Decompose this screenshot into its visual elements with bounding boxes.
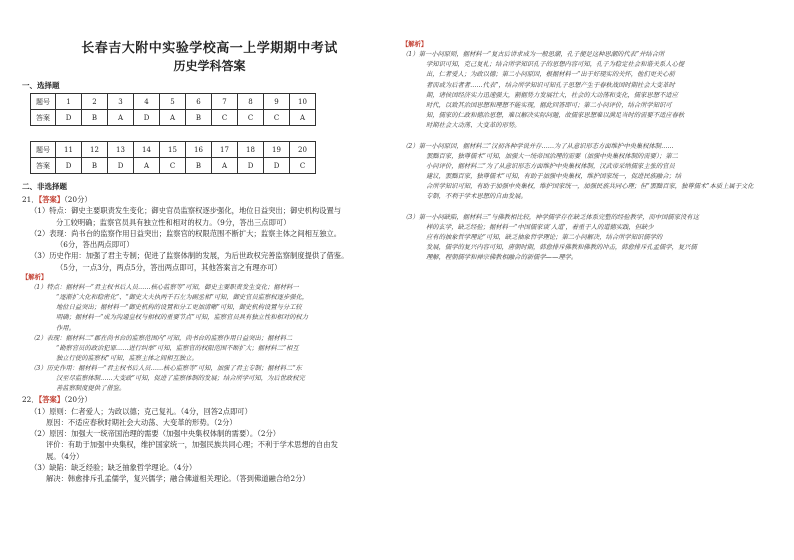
table-cell: 20 [290,142,316,158]
analysis-line: 善监察制度提供了借鉴。 [56,385,126,393]
question-number: 21． [22,195,39,204]
table-gap [31,126,316,142]
table-cell: 17 [212,142,238,158]
right-column [402,40,782,263]
answer-line: （3）缺陷：缺乏经验；缺乏抽象哲学理论。（4分） [30,462,197,472]
analysis-line: 时期社会大动荡、大变革的形势。 [426,122,521,130]
analysis-line: （2）第一小问原因，据材料二“汉初各种学说并存……为了从意识形态方面维护中央集权体制…… [402,142,674,150]
table-row-answers-1 [31,110,316,126]
table-cell: A [134,158,160,174]
table-cell: 16 [186,142,212,158]
table-row-numbers-1 [31,94,316,110]
table-cell: 5 [160,94,186,110]
analysis-line: （3）历史作用：据材料一“君主权书后人员……核心监察等”可知，加强了君主专制；据材料二“东 [30,364,302,372]
analysis-line: 者而或为后者者……代表”，结合所学知识可知孔子思想产生于春秋战国时期社会大变革时 [426,81,675,89]
table-cell: 2 [82,94,108,110]
row-label: 答案 [31,110,56,126]
table-cell: C [264,110,290,126]
answer-line: （6分，答出两点即可） [56,240,134,250]
answer-tag: 【答案】 [38,195,65,204]
analysis-tag: 【解析】 [22,274,48,282]
answer-line: 评价：有助于加强中央集权，维护国家统一，加强民族共同心理；不利于学术思想的自由发 [46,440,338,450]
left-column [22,40,397,485]
table-cell: D [264,158,290,174]
analysis-line: 建议，罢黜百家，独尊儒术”可知，有助于加强中央集权，维护国家统一，促进民族融合；结 [426,173,682,181]
q22-heading [22,394,397,405]
table-cell: 8 [238,94,264,110]
analysis-line: 发展，儒学的复兴内容可知，唐朝时期，韩愈排斥佛教和佛教的冲击，韩愈排斥孔孟儒学，复兴儒 [426,244,697,252]
table-cell: B [82,158,108,174]
analysis-line: 知，儒家的仁政和德治思想，难以解决实际问题，故儒家思想难以满足当时的需要不适应春秋 [426,112,685,120]
answer-line: （3）历史作用：加强了君主专制；促进了监察体制的发展，为后世政权完善监察制度提供了借鉴。 [30,251,349,261]
analysis-spacer [402,203,782,213]
table-row-numbers-2 [31,142,316,158]
analysis-line: 样的玄学，缺乏经验；据材料一“中国儒家谈‘人道’，着重于人的道德实践，但缺少 [426,223,654,231]
analysis-line: 明确；据材料一“成为沟通皇权与相权的重要节点”可知，监察官员具有独立性和相对的权力 [56,314,309,322]
row-label: 题号 [31,142,56,158]
analysis-line: 出，仁者爱人；为政以德；第二小问原因，根据材料一“出于好现实的关怀，他们更关心前 [426,71,675,79]
question-score: （20分） [64,195,92,204]
table-cell: A [108,110,134,126]
table-cell: D [56,158,82,174]
answer-line: （2）表现：尚书台的监察作用日益突出；监察官的权限范围不断扩大；监察主体之间相互独立。 [30,228,342,238]
analysis-spacer [402,131,782,141]
table-cell: D [134,110,160,126]
analysis-line: 地位日益突出；据材料一“御史机构的设置和分工更加清晰”可知，御史机构设置与分工较 [56,304,302,312]
section-choice-title: 一、选择题 [22,81,60,90]
answer-line: 原因：不适应春秋时期社会大动荡、大变革的形势。（2分） [46,417,237,427]
analysis-line: “逐渐扩大化和稳密化”、“御史大夫执两千石左为副丞相”可知，御史官员监察权逐步强化， [56,294,309,302]
table-cell: 1 [56,94,82,110]
table-cell: 15 [160,142,186,158]
answer-line: 展。（4分） [46,451,84,461]
analysis-line: （1）第一小问原则，据材料一“复古后讲求成为一般思潮，孔子便是这种思潮的代表”并结合所 [402,51,665,59]
analysis-tag: 【解析】 [402,41,428,48]
question-score: （20分） [64,395,92,405]
answer-line: 解决：韩愈排斥孔孟儒学，复兴儒学；融合佛道相关理论。（答到佛道融合给2分） [46,474,310,484]
analysis-line: 作用。 [56,324,75,332]
analysis-line: （2）表现：据材料二“郡在尚书台的监察范围内”可知，尚书台的监察作用日益突出；据材料二 [30,334,293,342]
analysis-line: 时代，以致其治国思想和理想不能实现，据此回答即可；第二小问评价，结合所学知识可 [426,101,672,109]
analysis-line: 罢黜百家，独尊儒术”可知，加强大一统帝国治理的需要（加强中央集权体制的需要）；第二 [426,152,678,160]
analysis-line: 独立行使的监察权”可知，监察主体之间相互独立。 [56,354,198,362]
answer-line: （5分，一点3分，两点5分，答出两点即可，其他答案言之有理亦可） [56,262,282,272]
table-cell: A [290,110,316,126]
question-number: 22． [22,395,39,405]
table-cell: 10 [290,94,316,110]
answer-line: （1）特点：御史主要职责发生变化；御史官员监察权逐步强化，地位日益突出；御史机构设置与 [30,206,342,216]
table-cell: B [186,110,212,126]
table-cell: A [160,110,186,126]
analysis-line: （1）特点：据材料一“君主权书后人员……核心监察等”可知，御史主要职责发生变化；据材料一 [30,284,299,292]
answer-tag: 【答案】 [38,395,65,405]
answer-table [30,93,316,174]
analysis-line: 应有的抽象哲学理论”可知，缺乏抽象哲学理论；第二小问解决，结合所学知识儒学的 [426,233,663,241]
analysis-line: 合所学知识可知，有助于加强中央集权，维护国家统一，加强民族共同心理；但“罢黜百家，独尊儒术”本质上属于文化 [426,183,754,191]
table-cell: C [290,158,316,174]
table-cell: D [56,110,82,126]
analysis-line: 理解，程朝儒学和禅宗佛教相融合的新儒学——理学。 [426,254,578,262]
table-cell: 13 [108,142,134,158]
table-cell: 11 [56,142,82,158]
table-cell: 14 [134,142,160,158]
table-cell: 9 [264,94,290,110]
table-cell: A [212,158,238,174]
table-cell: B [186,158,212,174]
table-cell: C [160,158,186,174]
page-title: 长春吉大附中实验学校高一上学期期中考试 [81,41,338,56]
answer-line: （1）原则：仁者爱人；为政以德；克己复礼。（4分，回答2点即可） [30,406,252,416]
table-cell: D [108,158,134,174]
table-cell: 4 [134,94,160,110]
table-cell: B [82,110,108,126]
section-nonchoice-title: 二、非选择题 [22,182,67,191]
analysis-line: （3）第一小问缺陷，据材料三“与佛教相比较，神学儒学存在缺乏体系完整的经验教学，而中国儒家没有这 [402,213,699,221]
analysis-line: “勘察官员的政治犯罪……进行纠举”可知，监察官的权限范围不断扩大；据材料二“相互 [56,344,299,352]
table-cell: 7 [212,94,238,110]
analysis-line: 汉至尽监察体制……大变政”可知，促进了监察体制的发展；结合所学可知，为后世政权完 [56,375,305,383]
table-cell: 6 [186,94,212,110]
table-cell: 18 [238,142,264,158]
table-cell: 12 [82,142,108,158]
row-label: 题号 [31,94,56,110]
q21-heading [22,194,397,205]
table-cell: C [238,110,264,126]
row-label: 答案 [31,158,56,174]
answer-line: 分工较明确；监察官员具有独立性和相对的权力。（9分，答出三点即可） [56,217,291,227]
analysis-line: 学知识可知，克己复礼；结合所学知识孔子的思想内容可知，孔子为稳定社会和谐关系人心提 [426,61,685,69]
table-cell: D [238,158,264,174]
analysis-line: 期，诸侯国经济实力迅速强大，割据势力发展壮大，社会的大动荡和变化，儒家思想不适应 [426,91,678,99]
analysis-line: 小问评价，据材料二“为了从意识形态方面维护中央集权体制，汉武帝采纳儒家主张的官员 [426,162,675,170]
answer-line: （2）原因：加强大一统帝国治理的需要（加强中央集权体制的需要）。（2分） [30,429,281,439]
table-cell: C [212,110,238,126]
table-cell: 3 [108,94,134,110]
table-row-answers-2 [31,158,316,174]
page-subtitle: 历史学科答案 [173,59,246,73]
gap-cell [31,126,316,142]
table-cell: 19 [264,142,290,158]
analysis-line: 专制，不利于学术思想的自由发展。 [426,193,527,201]
